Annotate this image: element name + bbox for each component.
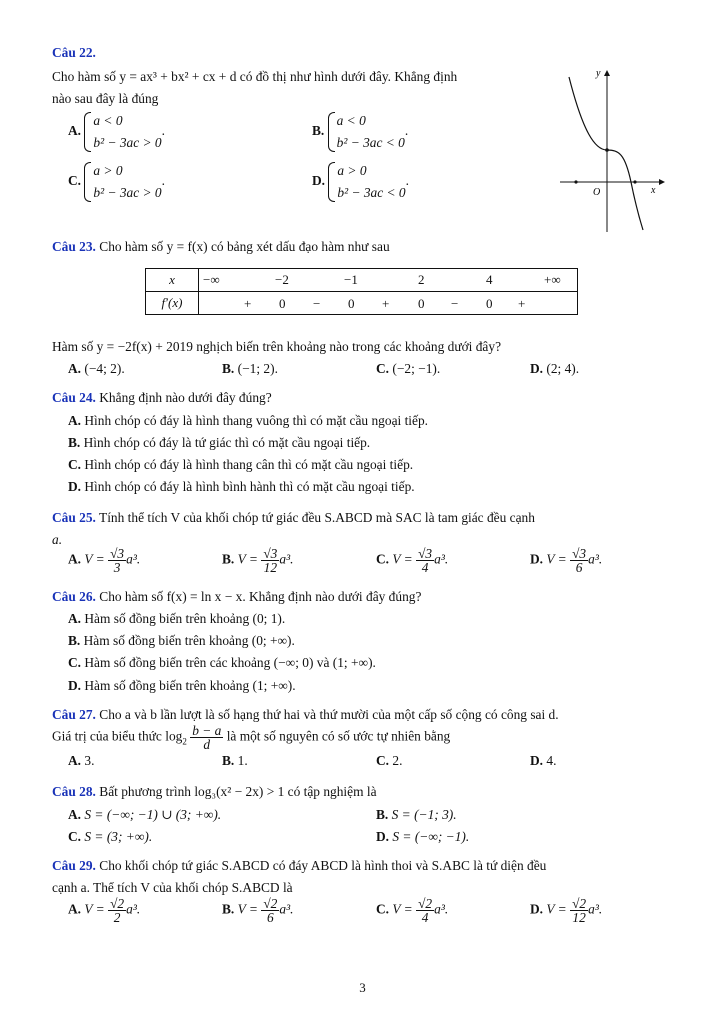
q22-option-d: D. a > 0 b² − 3ac < 0 . — [312, 160, 409, 204]
q26-option-a: A. Hàm số đồng biến trên khoảng (0; 1). — [68, 611, 286, 626]
q26-label: Câu 26. — [52, 589, 96, 604]
page-number: 3 — [359, 980, 366, 995]
q24-option-c: C. Hình chóp có đáy là hình thang cân thì có mặt cầu ngoại tiếp. — [68, 457, 414, 472]
q24-option-a: A. Hình chóp có đáy là hình thang vuông thì có mặt cầu ngoại tiếp. — [68, 413, 429, 428]
q27-label: Câu 27. — [52, 707, 96, 722]
q29-option-a: A. V = $\frac{√2}{2}$ a³. — [68, 896, 141, 925]
q27-option-b: B. 1. — [222, 753, 248, 768]
q27-option-d: D. 4. — [530, 753, 557, 768]
q23-sign-table: x −∞ −2 −1 2 4 +∞ f′(x) + 0 − 0 + 0 − 0 + — [145, 268, 578, 315]
q25-text-2: a. — [52, 532, 63, 547]
q27-option-c: C. 2. — [376, 753, 403, 768]
q26-option-c: C. Hàm số đồng biến trên các khoảng (−∞; 0) và (1; +∞). — [68, 655, 376, 670]
q24-text: Khẳng định nào dưới đây đúng? — [99, 390, 272, 405]
q25-option-a: A. V = $\frac{√3}{3}$ a³. — [68, 546, 141, 575]
q22-cubic-graph — [555, 62, 670, 234]
q27-text-2: Giá trị của biểu thức $\log_2$ $\frac{b - a}{d}$ là một số nguyên có số ước tự nhiên bằng — [52, 723, 451, 752]
q29-option-b: B. V = $\frac{√2}{6}$ a³. — [222, 896, 294, 925]
q22-graph-x-label: x — [651, 185, 656, 196]
q25-text-1: Tính thể tích V của khối chóp tứ giác đều S.ABCD mà SAC là tam giác đều cạnh — [99, 510, 535, 525]
q23-question: Hàm số y = −2f(x) + 2019 nghịch biến trên khoảng nào trong các khoảng dưới đây? — [52, 339, 502, 354]
q28-option-c: C. S = (3; +∞). — [68, 829, 153, 844]
q22-option-a: A. a < 0 b² − 3ac > 0 . — [68, 110, 165, 154]
q25-option-c: C. V = $\frac{√3}{4}$ a³. — [376, 546, 449, 575]
q22-text-2: nào sau đây là đúng — [52, 91, 159, 106]
q23-option-c: C. (−2; −1). — [376, 361, 441, 376]
q28-label: Câu 28. — [52, 784, 96, 799]
q22-option-b: B. a < 0 b² − 3ac < 0 . — [312, 110, 408, 154]
q23-text: Cho hàm số y = f(x) có bảng xét dấu đạo hàm như sau — [99, 239, 390, 254]
q29-label: Câu 29. — [52, 858, 96, 873]
q28-text: Bất phương trình log₃(x² − 2x) > 1 có tập nghiệm là — [99, 784, 377, 799]
q28-option-a: A. S = (−∞; −1) ∪ (3; +∞). — [68, 807, 222, 822]
q24-label: Câu 24. — [52, 390, 96, 405]
q26-option-d: D. Hàm số đồng biến trên khoảng (1; +∞). — [68, 678, 296, 693]
q22-graph-origin-label: O — [593, 187, 601, 198]
q22-text-1: Cho hàm số y = ax³ + bx² + cx + d có đồ thị như hình dưới đây. Khẳng định — [52, 69, 458, 84]
q26-option-b: B. Hàm số đồng biến trên khoảng (0; +∞). — [68, 633, 295, 648]
q23-table-head-x: x — [146, 269, 199, 292]
q27-text-1: Cho a và b lần lượt là số hạng thứ hai và thứ mười của một cấp số cộng có công sai d. — [99, 707, 559, 722]
q25-label: Câu 25. — [52, 510, 96, 525]
q23-table-head-fx: f′(x) — [146, 292, 199, 315]
q22-label: Câu 22. — [52, 45, 96, 60]
q24-option-d: D. Hình chóp có đáy là hình bình hành thì có mặt cầu ngoại tiếp. — [68, 479, 415, 494]
q26-text: Cho hàm số f(x) = ln x − x. Khẳng định nào dưới đây đúng? — [99, 589, 422, 604]
q29-text-2: cạnh a. Thể tích V của khối chóp S.ABCD là — [52, 880, 293, 895]
q22-graph-y-label: y — [596, 68, 601, 79]
q23-label: Câu 23. — [52, 239, 96, 254]
q23-option-d: D. (2; 4). — [530, 361, 580, 376]
q22-option-c: C. a > 0 b² − 3ac > 0 . — [68, 160, 165, 204]
q23-option-b: B. (−1; 2). — [222, 361, 278, 376]
q25-option-d: D. V = $\frac{√3}{6}$ a³. — [530, 546, 603, 575]
q24-option-b: B. Hình chóp có đáy là tứ giác thì có mặt cầu ngoại tiếp. — [68, 435, 371, 450]
q29-option-d: D. V = $\frac{√2}{12}$ a³. — [530, 896, 603, 925]
q23-option-a: A. (−4; 2). — [68, 361, 125, 376]
q25-option-b: B. V = $\frac{√3}{12}$ a³. — [222, 546, 294, 575]
q27-option-a: A. 3. — [68, 753, 95, 768]
q29-text-1: Cho khối chóp tứ giác S.ABCD có đáy ABCD là hình thoi và S.ABC là tứ diện đều — [99, 858, 547, 873]
q28-option-b: B. S = (−1; 3). — [376, 807, 457, 822]
q28-option-d: D. S = (−∞; −1). — [376, 829, 470, 844]
q29-option-c: C. V = $\frac{√2}{4}$ a³. — [376, 896, 449, 925]
